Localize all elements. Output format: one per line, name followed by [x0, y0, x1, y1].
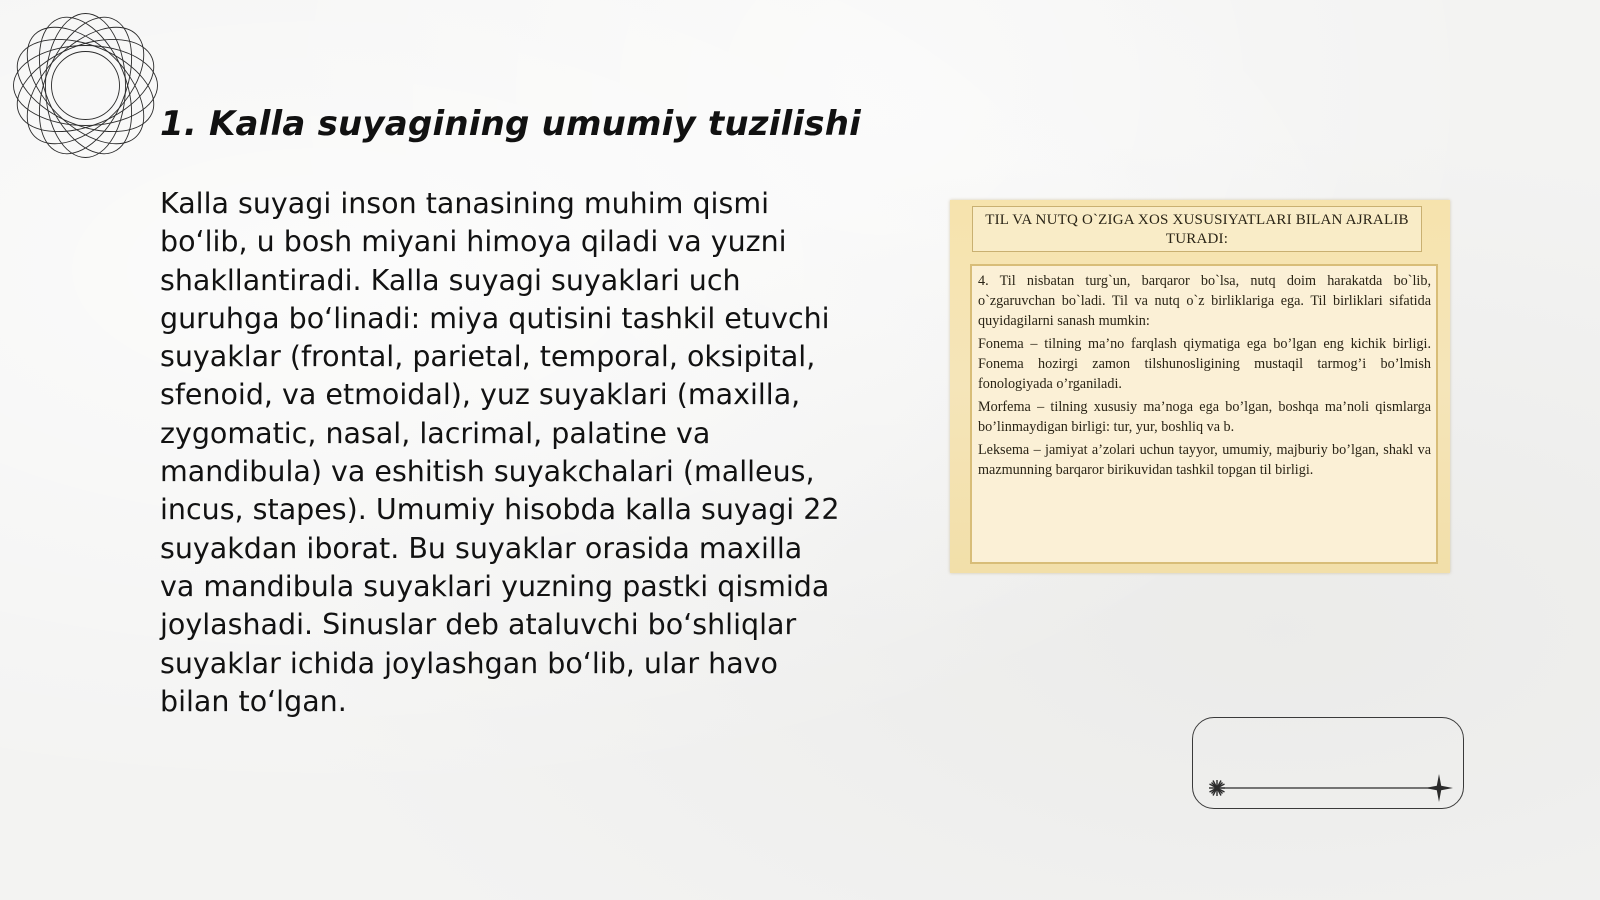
ornament-ring — [8, 21, 163, 150]
ornament-ring — [8, 8, 163, 163]
language-info-box — [950, 200, 1450, 573]
spirograph-ornament-icon — [8, 8, 163, 163]
info-paragraph-morfema: Morfema – tilning xususiy ma’noga ega bo’lgan, boshqa ma’noli qismlarga bo’linmaydigan birligi: tur, yur, boshliq va b. — [978, 399, 1431, 435]
ornament-inner-circle — [52, 52, 120, 120]
ornament-ring — [8, 21, 163, 150]
sparkle-line-icon — [1193, 718, 1465, 810]
ornament-ring — [21, 8, 150, 163]
slide-title: 1. Kalla suyagining umumiy tuzilishi — [160, 104, 861, 144]
info-box-header: TIL VA NUTQ O`ZIGA XOS XUSUSIYATLARI BILAN AJRALIB TURADI: — [972, 206, 1422, 252]
ornament-ring — [46, 14, 126, 158]
ornament-ring — [14, 46, 158, 126]
info-paragraph-til-nutq: 4. Til nisbatan turg`un, barqaror bo`lsa, nutq doim harakatda bo`lib, o`zgaruvchan bo`ladi. Til va nutq o`z birliklariga ega. Til birliklari sifatida quyidagilarni sanash mumkin: — [978, 273, 1431, 329]
starburst-icon — [1209, 780, 1225, 796]
four-point-star-icon — [1425, 774, 1453, 802]
info-box-content — [970, 264, 1438, 564]
decorative-sparkle-panel — [1192, 717, 1464, 809]
ornament-ring — [21, 8, 150, 163]
ornament-ring — [8, 8, 163, 163]
info-paragraph-leksema: Leksema – jamiyat a’zolari uchun tayyor, umumiy, majburiy bo’lgan, shakl va mazmunning barqaror birikuvidan tashkil topgan til birligi. — [978, 442, 1431, 478]
slide-body-text: Kalla suyagi inson tanasining muhim qismi bo‘lib, u bosh miyani himoya qiladi va yuzni shakllantiradi. Kalla suyagi suyaklari uch guruhga bo‘linadi: miya qutisini tashkil etuvchi suyaklar (frontal, parietal, temporal, oksipital, sfenoid, va etmoidal), yuz suyaklari (maxilla, zygomatic, nasal, lacrimal, palatine va mandibula) va eshitish suyakchalari (malleus, incus, stapes). Umumiy hisobda kalla suyagi 22 suyakdan iborat. Bu suyaklar orasida maxilla va mandibula suyaklari yuzning pastki qismida joylashadi. Sinuslar deb ataluvchi bo‘shliqlar suyaklar ichida joylashgan bo‘lib, ular havo bilan to‘lgan. — [160, 187, 840, 718]
info-paragraph-fonema: Fonema – tilning ma’no farqlash qiymatiga ega bo’lgan eng kichik birligi. Fonema hozirgi zamon tilshunosligining mustaqil tarmog’i bo’lmish fonologiyada o’rganiladi. — [978, 336, 1431, 392]
